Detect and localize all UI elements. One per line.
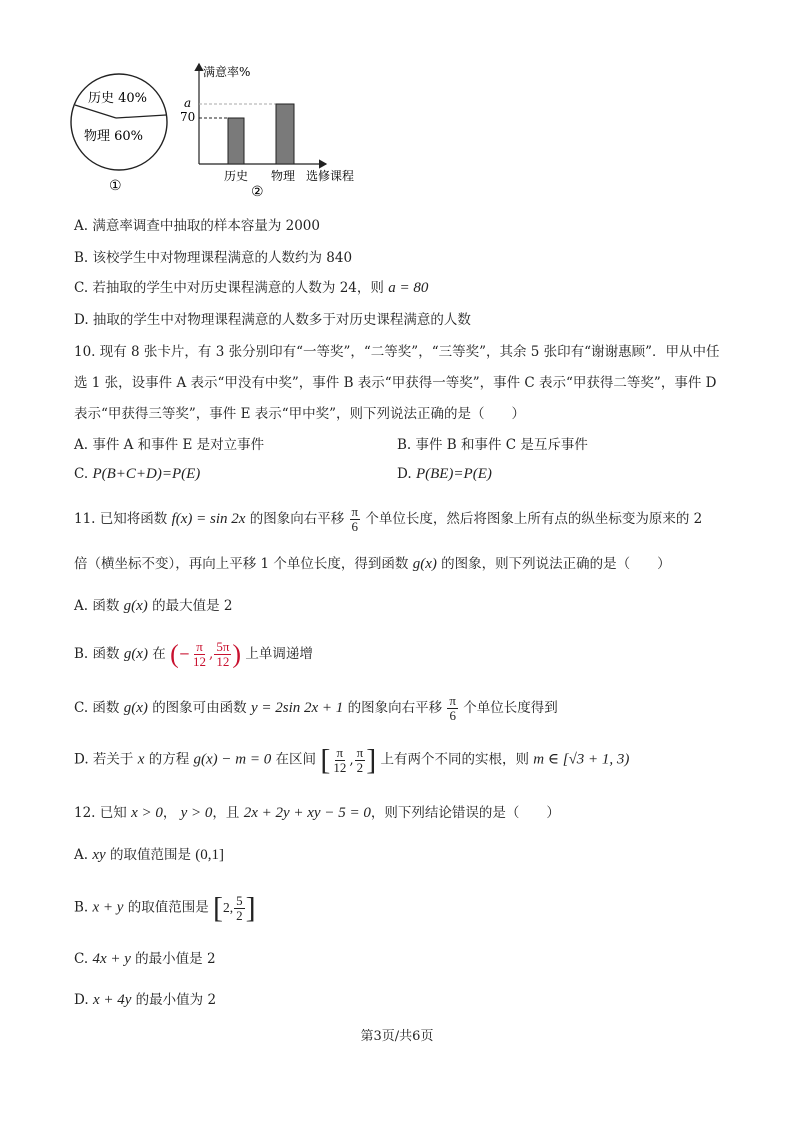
q10-option-c	[74, 466, 200, 483]
q11-option-d: D. 若关于 x 的方程 g(x) − m = 0 在区间 [ $\frac{\pi}{12}$ , $\frac{\pi}{2}$ ] 上有两个不同的实根，则 m ∈ [√3 + 1, 3)	[74, 743, 630, 776]
q11-l2b: 的图象，则下列说法正确的是（ ）	[441, 556, 671, 572]
pie-divider-2	[116, 115, 166, 118]
q10-c-math: P(B+C+D)=P(E)	[92, 466, 201, 482]
q10-stem-line1: 10. 现有 8 张卡片，有 3 张分别印有“一等奖”，“二等奖”，“三等奖”，其余 5 张印有“谢谢惠顾”．甲从中任	[74, 344, 720, 360]
q11-l1c: 个单位长度，然后将图象上所有点的纵坐标变为原来的 2	[365, 511, 703, 527]
q11-option-c: C. 函数 g(x) 的图象可由函数 y = 2sin 2x + 1 的图象向右平移 $\frac{\pi}{6}$ 个单位长度得到	[74, 693, 558, 723]
q11-l1-math: f(x) = sin 2x	[171, 511, 246, 527]
q9-option-b: B. 该校学生中对物理课程满意的人数约为 840	[74, 250, 353, 266]
q11-b-interval: (− $\frac{\pi}{12}$ , $\frac{5\pi}{12}$ )	[170, 639, 242, 669]
q12-b-interval: [2, $\frac{5}{2}$ ]	[213, 891, 256, 924]
pie-chart	[64, 70, 184, 200]
q9-c-text: C. 若抽取的学生中对历史课程满意的人数为 24，则	[74, 280, 384, 296]
q9-option-a: A. 满意率调查中抽取的样本容量为 2000	[74, 218, 320, 234]
q11-option-b: B. 函数 g(x) 在 (− $\frac{\pi}{12}$ , $\frac{5\pi}{12}$ ) 上单调递增	[74, 639, 313, 669]
x-label-history: 历史	[224, 169, 249, 183]
q11-l1a: 11. 已知将函数	[74, 511, 168, 527]
q12-option-a: A. xy 的取值范围是 (0,1]	[74, 847, 225, 863]
q12-stem: 12. 已知 x > 0， y > 0，且 2x + 2y + xy − 5 = 0，则下列结论错误的是（ ）	[74, 805, 560, 821]
q10-option-a: A. 事件 A 和事件 E 是对立事件	[74, 437, 265, 453]
tick-70: 70	[180, 110, 196, 124]
q11-l2a: 倍（横坐标不变），再向上平移 1 个单位长度，得到函数	[74, 556, 409, 572]
q11-frac-pi-6: $\frac{\pi}{6}$	[351, 504, 359, 534]
pie-circle	[71, 74, 167, 170]
q11-option-a: A. 函数 g(x) 的最大值是 2	[74, 598, 233, 614]
pie-divider-1	[75, 105, 116, 118]
pie-caption: ①	[109, 178, 122, 194]
x-axis-label: 选修课程	[306, 169, 355, 183]
q10-d-math: P(BE)=P(E)	[415, 466, 492, 482]
x-label-physics: 物理	[271, 169, 296, 183]
q11-c-frac: $\frac{\pi}{6}$	[449, 693, 456, 723]
q10-option-d	[397, 466, 492, 483]
q12-option-d: D. x + 4y 的最小值为 2	[74, 992, 217, 1008]
bar-physics	[276, 104, 294, 164]
q10-stem-line3: 表示“甲获得三等奖”，事件 E 表示“甲中奖”，则下列说法正确的是（ ）	[74, 406, 526, 422]
q12-option-b: B. x + y 的取值范围是 [2, $\frac{5}{2}$ ]	[74, 891, 256, 924]
bar-chart	[178, 58, 368, 208]
page-footer: 第3页/共6页	[360, 1029, 434, 1044]
q11-l2-math: g(x)	[412, 556, 437, 572]
q10-option-b: B. 事件 B 和事件 C 是互斥事件	[397, 437, 588, 453]
pie-label-physics: 物理 60%	[84, 129, 144, 144]
q11-l1b: 的图象向右平移	[249, 511, 345, 527]
q10-stem-line2: 选 1 张，设事件 A 表示“甲没有中奖”，事件 B 表示“甲获得一等奖”，事件 C 表示“甲获得二等奖”，事件 D	[74, 375, 717, 391]
q11-stem-line1	[74, 505, 702, 534]
q9-option-c	[74, 276, 428, 297]
q11-stem-line2	[74, 552, 671, 573]
q9-c-math: a = 80	[388, 280, 429, 296]
tick-a: a	[184, 96, 192, 110]
y-axis-label: 满意率%	[203, 65, 251, 79]
q10-c-label: C.	[74, 466, 89, 482]
q12-option-c: C. 4x + y 的最小值是 2	[74, 951, 216, 967]
q9-option-d: D. 抽取的学生中对物理课程满意的人数多于对历史课程满意的人数	[74, 312, 471, 328]
bar-caption: ②	[251, 184, 264, 200]
pie-label-history: 历史 40%	[88, 91, 148, 106]
bar-history	[228, 118, 244, 164]
q10-d-label: D.	[397, 466, 412, 482]
q11-d-interval: [ $\frac{\pi}{12}$ , $\frac{\pi}{2}$ ]	[320, 743, 377, 776]
